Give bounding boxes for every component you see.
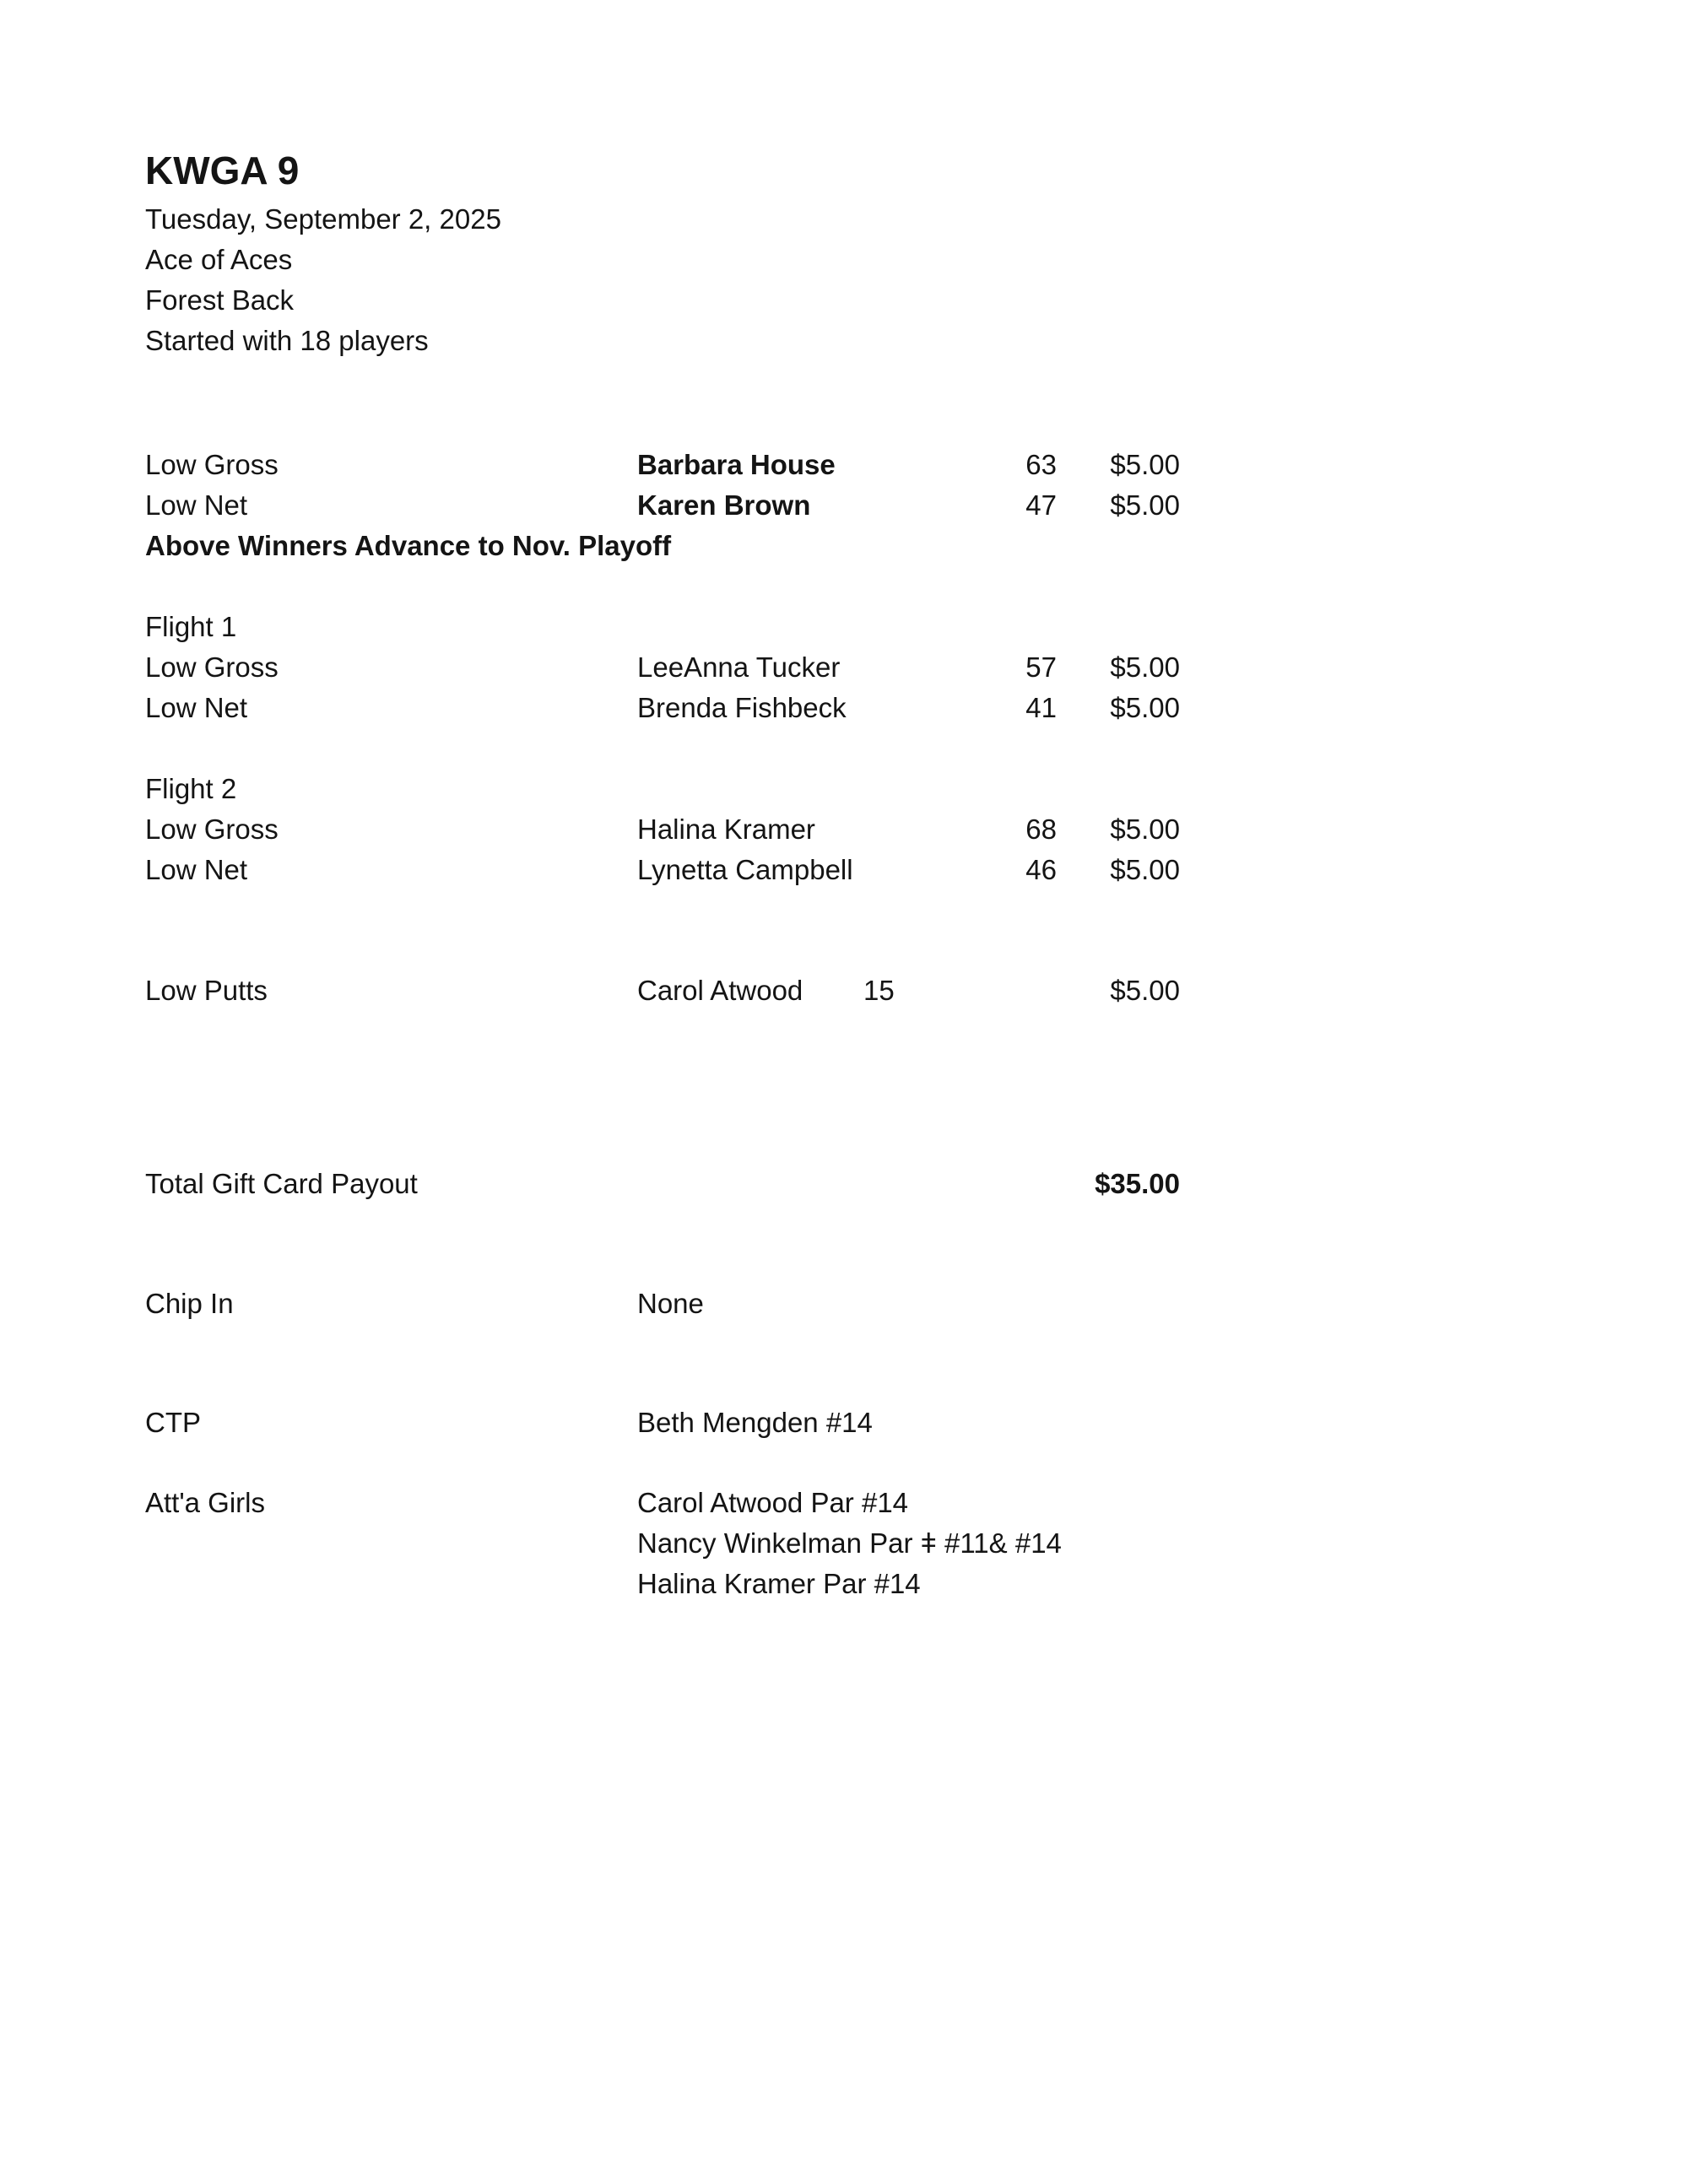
result-row-f1-low-net [145,688,1180,728]
total-payout-label: Total Gift Card Payout [145,1168,418,1199]
event-line: Ace of Aces [145,244,293,275]
players-line: Started with 18 players [145,325,429,356]
winner-name [637,970,971,1011]
score-value [971,970,1057,1011]
chip-in-value: None [637,1288,704,1319]
chip-in-label: Chip In [145,1288,234,1319]
header-block [145,199,501,361]
winner-name: Halina Kramer [637,814,815,845]
result-row-f1-low-gross [145,647,1180,688]
empty-cell [637,1164,971,1204]
result-row-overall-low-net [145,485,1180,526]
putts-score-value: 15 [863,975,895,1006]
score-value: 46 [1025,854,1057,885]
winner-name: Lynetta Campbell [637,854,853,885]
score-value: 68 [1025,814,1057,845]
award-label: Low Net [145,489,248,521]
empty-cell [145,1564,637,1604]
empty-cell [145,1523,637,1564]
award-label: Low Gross [145,651,279,683]
chip-in-row [145,1284,1180,1324]
atta-girls-row [145,1523,1180,1564]
winner-name: Brenda Fishbeck [637,692,847,723]
award-label: Low Gross [145,814,279,845]
payout-value: $5.00 [1110,692,1180,723]
page-title: KWGA 9 [145,149,300,192]
award-label: Low Gross [145,449,279,480]
date-line: Tuesday, September 2, 2025 [145,203,501,235]
ctp-label: CTP [145,1407,201,1438]
payout-value: $5.00 [1110,814,1180,845]
atta-girls-row [145,1564,1180,1604]
payout-value: $5.00 [1110,651,1180,683]
atta-girls-entry: Halina Kramer Par #14 [637,1568,921,1599]
winner-name: Karen Brown [637,489,811,521]
flight2-heading: Flight 2 [145,773,237,804]
payout-value: $5.00 [1110,854,1180,885]
award-label: Low Net [145,692,248,723]
score-value: 47 [1025,489,1057,521]
result-row-f2-low-gross [145,809,1180,850]
atta-girls-label: Att'a Girls [145,1487,265,1518]
winner-name: LeeAnna Tucker [637,651,841,683]
result-row-overall-low-gross [145,445,1180,485]
total-payout-row [145,1164,1180,1204]
result-row-f2-low-net [145,850,1180,890]
score-value: 57 [1025,651,1057,683]
ctp-value: Beth Mengden #14 [637,1407,873,1438]
atta-girls-entry: Nancy Winkelman Par ǂ #11& #14 [637,1527,1062,1559]
payout-value: $5.00 [1110,449,1180,480]
course-line: Forest Back [145,284,295,316]
payout-value: $5.00 [1110,975,1180,1006]
score-value: 63 [1025,449,1057,480]
playoff-note: Above Winners Advance to Nov. Playoff [145,530,672,561]
winner-name: Barbara House [637,449,836,480]
winner-name-text: Carol Atwood [637,975,803,1006]
total-payout-amount: $35.00 [1095,1168,1180,1199]
payout-value: $5.00 [1110,489,1180,521]
result-row-low-putts [145,970,1180,1011]
award-label: Low Putts [145,975,268,1006]
atta-girls-row [145,1483,1180,1523]
award-label: Low Net [145,854,248,885]
flight1-heading: Flight 1 [145,611,237,642]
empty-cell [971,1164,1057,1204]
ctp-row [145,1403,1180,1443]
score-value: 41 [1025,692,1057,723]
atta-girls-entry: Carol Atwood Par #14 [637,1487,909,1518]
